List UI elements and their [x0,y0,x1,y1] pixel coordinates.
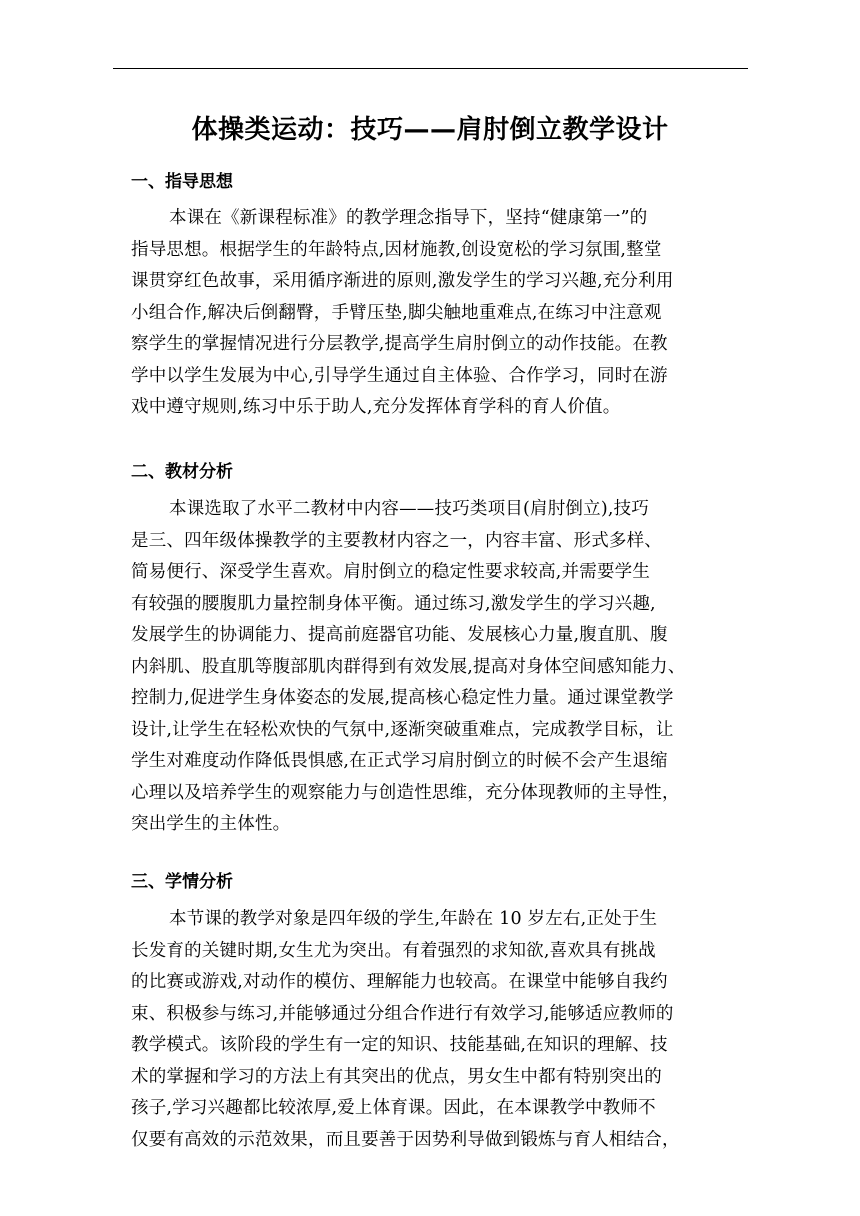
paragraph-line: 的比赛或游戏,对动作的模仿、理解能力也较高。在课堂中能够自我约 [131,972,668,992]
paragraph-line: 心理以及培养学生的观察能力与创造性思维，充分体现教师的主导性， [131,782,680,803]
paragraph-line: 设计,让学生在轻松欢快的气氛中,逐渐突破重难点，完成教学目标，让 [131,719,674,740]
paragraph-line: 本课选取了水平二教材中内容——技巧类项目(肩肘倒立),技巧 [169,499,650,519]
paragraph-line: 束、积极参与练习,并能够通过分组合作进行有效学习,能够适应教师的 [131,1003,674,1024]
paragraph-line: 课贯穿红色故事，采用循序渐进的原则,激发学生的学习兴趣,充分利用 [131,271,674,291]
paragraph-line: 本课在《新课程标准》的教学理念指导下，坚持“健康第一”的 [169,208,648,228]
paragraph-line: 小组合作,解决后倒翻臀，手臂压垫,脚尖触地重难点,在练习中注意观 [131,302,662,323]
paragraph-line: 简易便行、深受学生喜欢。肩肘倒立的稳定性要求较高,并需要学生 [131,562,651,582]
section-heading-guiding-ideology: 一、指导思想 [131,172,233,192]
paragraph-line: 指导思想。根据学生的年龄特点,因材施教,创设宽松的学习氛围,整堂 [131,239,662,260]
header-rule [113,68,748,69]
paragraph-line: 控制力,促进学生身体姿态的发展,提高核心稳定性力量。通过课堂教学 [131,688,674,708]
paragraph-line: 学生对难度动作降低畏惧感,在正式学习肩肘倒立的时候不会产生退缩 [131,751,668,771]
paragraph-line: 内斜肌、股直肌等腹部肌肉群得到有效发展,提高对身体空间感知能力、 [131,656,686,677]
section-heading-student-analysis: 三、学情分析 [131,872,233,892]
section-body-guiding-ideology [131,203,731,424]
paragraph-line: 有较强的腰腹肌力量控制身体平衡。通过练习,激发学生的学习兴趣, [131,593,656,614]
section-body-material-analysis [131,494,731,841]
section-heading-material-analysis: 二、教材分析 [131,462,233,482]
document-title: 体操类运动：技巧——肩肘倒立教学设计 [191,115,669,145]
paragraph-line: 突出学生的主体性。 [131,814,291,834]
paragraph-line: 教学模式。该阶段的学生有一定的知识、技能基础,在知识的理解、技 [131,1035,668,1055]
paragraph-line: 察学生的掌握情况进行分层教学,提高学生肩肘倒立的动作技能。在教 [131,334,668,354]
paragraph-line: 孩子,学习兴趣都比较浓厚,爱上体育课。因此，在本课教学中教师不 [131,1098,656,1118]
paragraph-line: 本节课的教学对象是四年级的学生,年龄在 10 岁左右,正处于生 [169,909,658,929]
paragraph-line: 戏中遵守规则,练习中乐于助人,充分发挥体育学科的育人价值。 [131,397,621,417]
paragraph-line: 是三、四年级体操教学的主要教材内容之一，内容丰富、形式多样、 [131,530,662,551]
paragraph-line: 仅要有高效的示范效果，而且要善于因势利导做到锻炼与育人相结合， [131,1129,680,1150]
paragraph-line: 术的掌握和学习的方法上有其突出的优点，男女生中都有特别突出的 [131,1066,662,1087]
section-body-student-analysis [131,904,731,1156]
paragraph-line: 学中以学生发展为中心,引导学生通过自主体验、合作学习，同时在游 [131,365,668,386]
paragraph-line: 发展学生的协调能力、提高前庭器官功能、发展核心力量,腹直肌、腹 [131,625,668,645]
paragraph-line: 长发育的关键时期,女生尤为突出。有着强烈的求知欲,喜欢具有挑战 [131,940,656,961]
